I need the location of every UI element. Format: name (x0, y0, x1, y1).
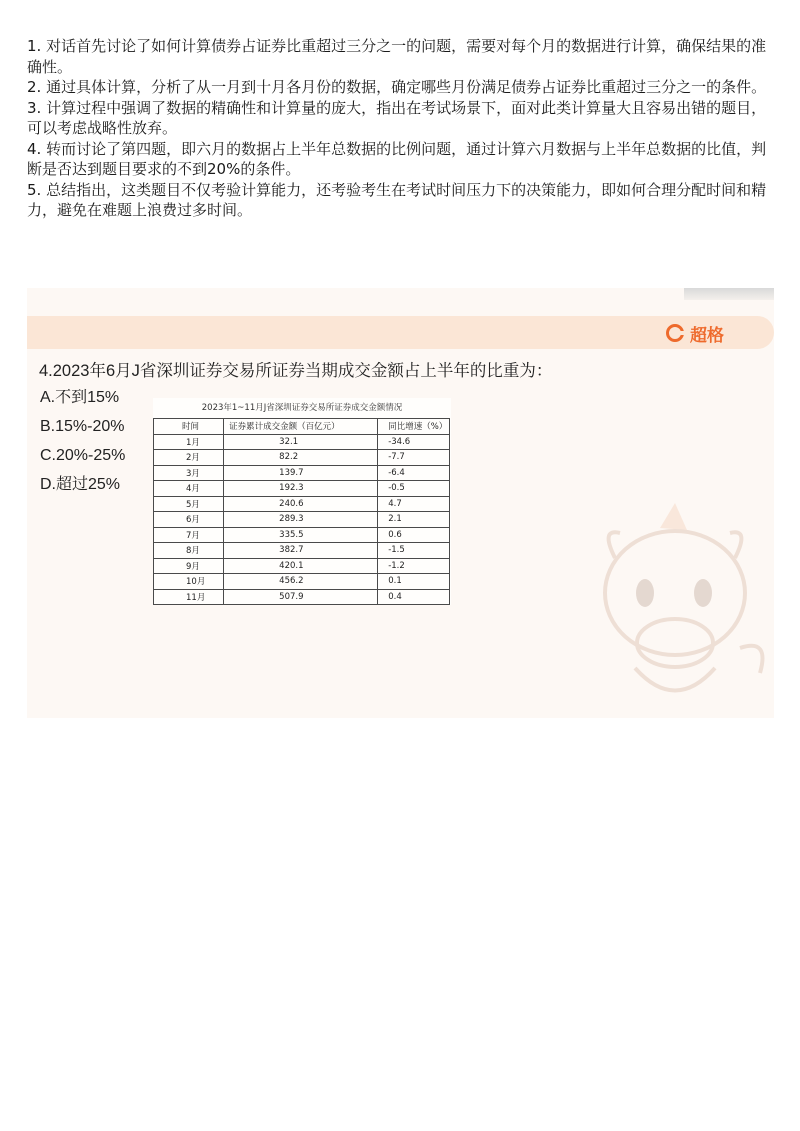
row-month: 8月 (154, 543, 224, 559)
row-month: 5月 (154, 496, 224, 512)
row-yoy-growth: 0.4 (378, 589, 450, 605)
answer-options (40, 383, 125, 499)
summary-item: 1. 对话首先讨论了如何计算债券占证券比重超过三分之一的问题，需要对每个月的数据进行计算，确保结果的准确性。 (27, 37, 767, 76)
table-header-row (154, 419, 450, 435)
data-table-figure (153, 398, 451, 605)
row-yoy-growth: -1.2 (378, 558, 450, 574)
unicorn-mascot-icon (575, 498, 774, 718)
row-cumulative-amount: 32.1 (224, 434, 378, 450)
table-row (154, 450, 450, 466)
row-month: 9月 (154, 558, 224, 574)
row-month: 4月 (154, 481, 224, 497)
table-row (154, 543, 450, 559)
row-cumulative-amount: 192.3 (224, 481, 378, 497)
row-month: 2月 (154, 450, 224, 466)
table-row (154, 589, 450, 605)
brand-logo (666, 322, 724, 344)
summary-item: 3. 计算过程中强调了数据的精确性和计算量的庞大，指出在考试场景下，面对此类计算量大且容易出错的题目，可以考虑战略性放弃。 (27, 98, 767, 137)
slide-shadow (684, 288, 774, 300)
data-table (153, 418, 450, 605)
slide-header-band (27, 316, 774, 349)
column-header: 同比增速（%） (378, 419, 450, 435)
row-yoy-growth: -34.6 (378, 434, 450, 450)
row-cumulative-amount: 335.5 (224, 527, 378, 543)
row-yoy-growth: 2.1 (378, 512, 450, 528)
table-row (154, 465, 450, 481)
row-month: 6月 (154, 512, 224, 528)
row-yoy-growth: 0.6 (378, 527, 450, 543)
option-d: D.超过25% (40, 476, 121, 493)
row-cumulative-amount: 382.7 (224, 543, 378, 559)
row-month: 11月 (154, 589, 224, 605)
table-row (154, 574, 450, 590)
brand-name: 超格 (690, 325, 724, 346)
row-cumulative-amount: 507.9 (224, 589, 378, 605)
row-yoy-growth: 0.1 (378, 574, 450, 590)
row-yoy-growth: -7.7 (378, 450, 450, 466)
row-cumulative-amount: 82.2 (224, 450, 378, 466)
row-cumulative-amount: 240.6 (224, 496, 378, 512)
row-yoy-growth: -0.5 (378, 481, 450, 497)
option-b: B.15%-20% (40, 418, 125, 435)
table-row (154, 496, 450, 512)
option-a: A.不到15% (40, 389, 120, 406)
question-slide-image (27, 288, 774, 718)
table-title: 2023年1~11月J省深圳证券交易所证券成交金额情况 (201, 403, 403, 413)
row-yoy-growth: -6.4 (378, 465, 450, 481)
row-cumulative-amount: 456.2 (224, 574, 378, 590)
row-month: 7月 (154, 527, 224, 543)
summary-item: 2. 通过具体计算，分析了从一月到十月各月份的数据，确定哪些月份满足债券占证券比重超过三分之一的条件。 (27, 78, 767, 96)
column-header: 时间 (154, 419, 224, 435)
option-c: C.20%-25% (40, 447, 126, 464)
row-cumulative-amount: 420.1 (224, 558, 378, 574)
row-month: 3月 (154, 465, 224, 481)
summary-item: 4. 转而讨论了第四题，即六月的数据占上半年总数据的比例问题，通过计算六月数据与上半年总数据的比值，判断是否达到题目要求的不到20%的条件。 (27, 139, 767, 178)
column-header: 证券累计成交金额（百亿元） (224, 419, 378, 435)
summary-notes (27, 36, 767, 221)
row-cumulative-amount: 289.3 (224, 512, 378, 528)
table-row (154, 434, 450, 450)
row-month: 1月 (154, 434, 224, 450)
summary-item: 5. 总结指出，这类题目不仅考验计算能力，还考验考生在考试时间压力下的决策能力，即如何合理分配时间和精力，避免在难题上浪费过多时间。 (27, 180, 767, 219)
question-text: 4.2023年6月J省深圳证券交易所证券当期成交金额占上半年的比重为： (39, 362, 553, 380)
row-cumulative-amount: 139.7 (224, 465, 378, 481)
row-month: 10月 (154, 574, 224, 590)
table-row (154, 512, 450, 528)
row-yoy-growth: -1.5 (378, 543, 450, 559)
row-yoy-growth: 4.7 (378, 496, 450, 512)
table-row (154, 527, 450, 543)
table-row (154, 481, 450, 497)
table-row (154, 558, 450, 574)
g-logo-icon (666, 324, 684, 342)
